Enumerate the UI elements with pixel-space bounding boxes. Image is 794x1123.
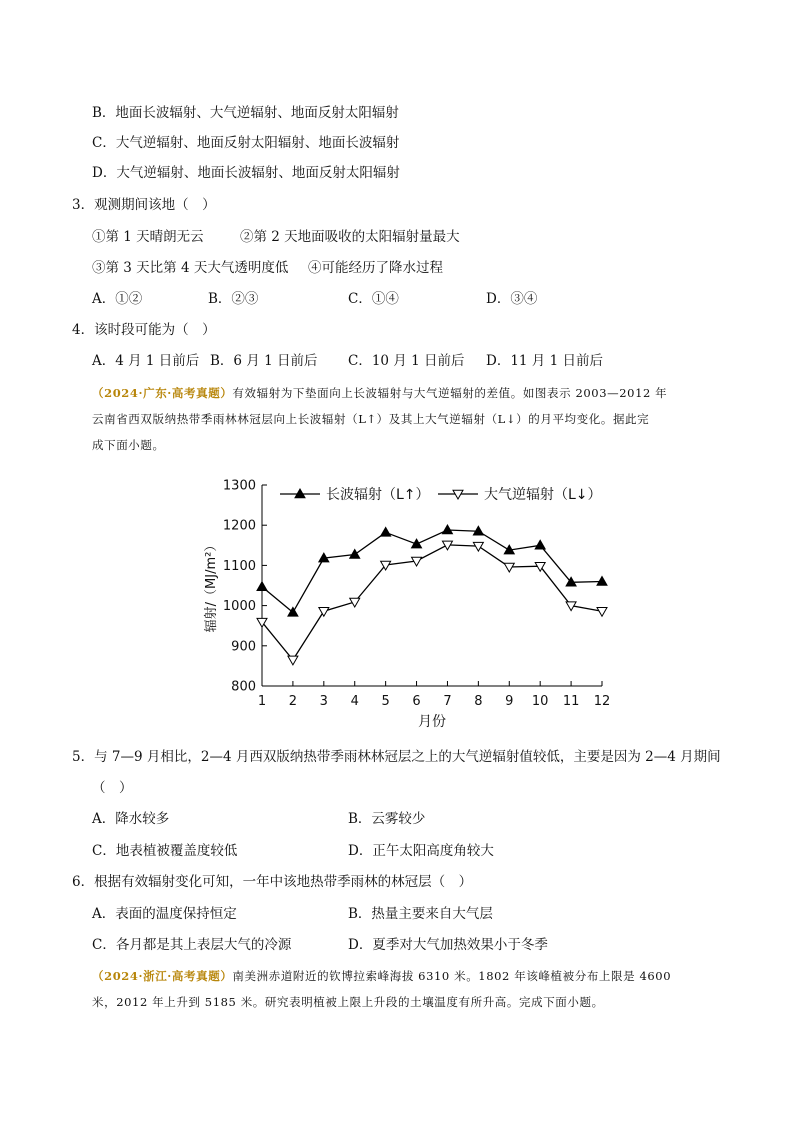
- x-tick-label: 12: [593, 694, 611, 709]
- material-1-text-2: 云南省西双版纳热带季雨林林冠层向上长波辐射（L↑）及其上大气逆辐射（L↓）的月平均变化。据此完: [92, 412, 650, 426]
- series-2-point: [288, 656, 298, 665]
- chart-legend: [280, 486, 602, 503]
- q2-option-c: C．大气逆辐射、地面反射太阳辐射、地面长波辐射: [92, 135, 400, 151]
- x-tick-label: 8: [474, 694, 483, 709]
- q4-option-c: C．10 月 1 日前后: [348, 353, 465, 369]
- x-tick-label: 5: [381, 694, 390, 709]
- radiation-line-chart: [190, 468, 630, 738]
- q4-stem: 4．该时段可能为（ ）: [72, 322, 216, 338]
- legend-label-2: 大气逆辐射（L↓）: [484, 487, 602, 503]
- series-2-point: [597, 607, 607, 616]
- series-1-point: [442, 525, 452, 534]
- q4-option-a: A．4 月 1 日前后: [92, 353, 200, 369]
- q3-option-c: C．①④: [348, 291, 399, 307]
- x-tick-label: 1: [257, 694, 267, 709]
- material-2-text-2: 米，2012 年上升到 5185 米。研究表明植被上限上升段的土壤温度有所升高。完成下面小题。: [92, 995, 604, 1009]
- q3-statement-3: ③第 3 天比第 4 天大气透明度低: [92, 260, 289, 276]
- series-2-point: [473, 542, 483, 551]
- q4-option-d: D．11 月 1 日前后: [486, 353, 603, 369]
- material-1-text-3: 成下面小题。: [92, 438, 165, 452]
- q5-option-c: C．地表植被覆盖度较低: [92, 843, 238, 859]
- series-1-point: [381, 527, 391, 536]
- x-tick-label: 2: [288, 694, 298, 709]
- q4-option-b: B．6 月 1 日前后: [210, 353, 318, 369]
- chart-axes: [204, 479, 610, 731]
- q3-stem: 3．观测期间该地（ ）: [72, 197, 216, 213]
- q3-option-b: B．②③: [208, 291, 259, 307]
- series-1-point: [535, 540, 545, 549]
- q3-option-d: D．③④: [486, 291, 538, 307]
- series-2-point: [504, 563, 514, 572]
- y-tick-label: 900: [231, 639, 256, 655]
- x-tick-label: 6: [412, 694, 421, 709]
- q3-statement-2: ②第 2 天地面吸收的太阳辐射量最大: [240, 229, 460, 245]
- q5-option-b: B．云雾较少: [348, 811, 426, 827]
- series-2-point: [319, 607, 329, 616]
- q3-option-a: A．①②: [92, 291, 143, 307]
- x-axis-label: 月份: [418, 714, 446, 730]
- material-2-source: （2024·浙江·高考真题）: [92, 969, 233, 983]
- q3-statement-1: ①第 1 天晴朗无云: [92, 229, 204, 245]
- series-1-line: [262, 530, 602, 612]
- x-tick-label: 10: [531, 694, 549, 709]
- y-tick-label: 1300: [222, 478, 256, 494]
- q5-stem-2: （ ）: [92, 780, 133, 796]
- q5-option-d: D．正午太阳高度角较大: [348, 843, 494, 859]
- material-1-text-1: 有效辐射为下垫面向上长波辐射与大气逆辐射的差值。如图表示 2003—2012 年: [232, 386, 668, 400]
- chart-series: [257, 525, 607, 665]
- q6-stem: 6．根据有效辐射变化可知，一年中该地热带季雨林的林冠层（ ）: [72, 874, 473, 890]
- y-tick-label: 1100: [222, 558, 256, 574]
- q6-option-a: A．表面的温度保持恒定: [92, 906, 237, 922]
- q6-option-d: D．夏季对大气加热效果小于冬季: [348, 937, 548, 953]
- x-tick-label: 4: [350, 694, 359, 709]
- series-1-point: [597, 576, 607, 585]
- q5-option-a: A．降水较多: [92, 811, 170, 827]
- material-2-text-1: 南美洲赤道附近的钦博拉索峰海拔 6310 米。1802 年该峰植被分布上限是 4600: [232, 969, 672, 983]
- q3-statement-4: ④可能经历了降水过程: [308, 260, 443, 276]
- series-1-point: [412, 539, 422, 548]
- q5-stem-1: 5．与 7—9 月相比，2—4 月西双版纳热带季雨林林冠层之上的大气逆辐射值较低，主要是因为 2—4 月期间: [72, 749, 721, 765]
- series-1-point: [257, 582, 267, 591]
- x-tick-label: 3: [319, 694, 328, 709]
- material-1-source: （2024·广东·高考真题）: [92, 386, 233, 400]
- legend-label-1: 长波辐射（L↑）: [326, 487, 430, 503]
- material-2: [92, 963, 732, 1015]
- y-tick-label: 800: [231, 679, 256, 695]
- y-tick-label: 1200: [222, 518, 256, 534]
- series-2-line: [262, 545, 602, 660]
- q6-option-b: B．热量主要来自大气层: [348, 906, 493, 922]
- series-1-point: [350, 550, 360, 559]
- y-tick-label: 1000: [222, 599, 256, 615]
- x-tick-label: 9: [505, 694, 514, 709]
- material-1: [92, 380, 732, 458]
- y-axis-label: 辐射/（MJ/m²）: [204, 538, 219, 633]
- x-tick-label: 11: [562, 694, 580, 709]
- q6-option-c: C．各月都是其上表层大气的冷源: [92, 937, 292, 953]
- x-tick-label: 7: [443, 694, 452, 709]
- q2-option-b: B．地面长波辐射、大气逆辐射、地面反射太阳辐射: [92, 105, 399, 121]
- q2-option-d: D．大气逆辐射、地面长波辐射、地面反射太阳辐射: [92, 165, 400, 181]
